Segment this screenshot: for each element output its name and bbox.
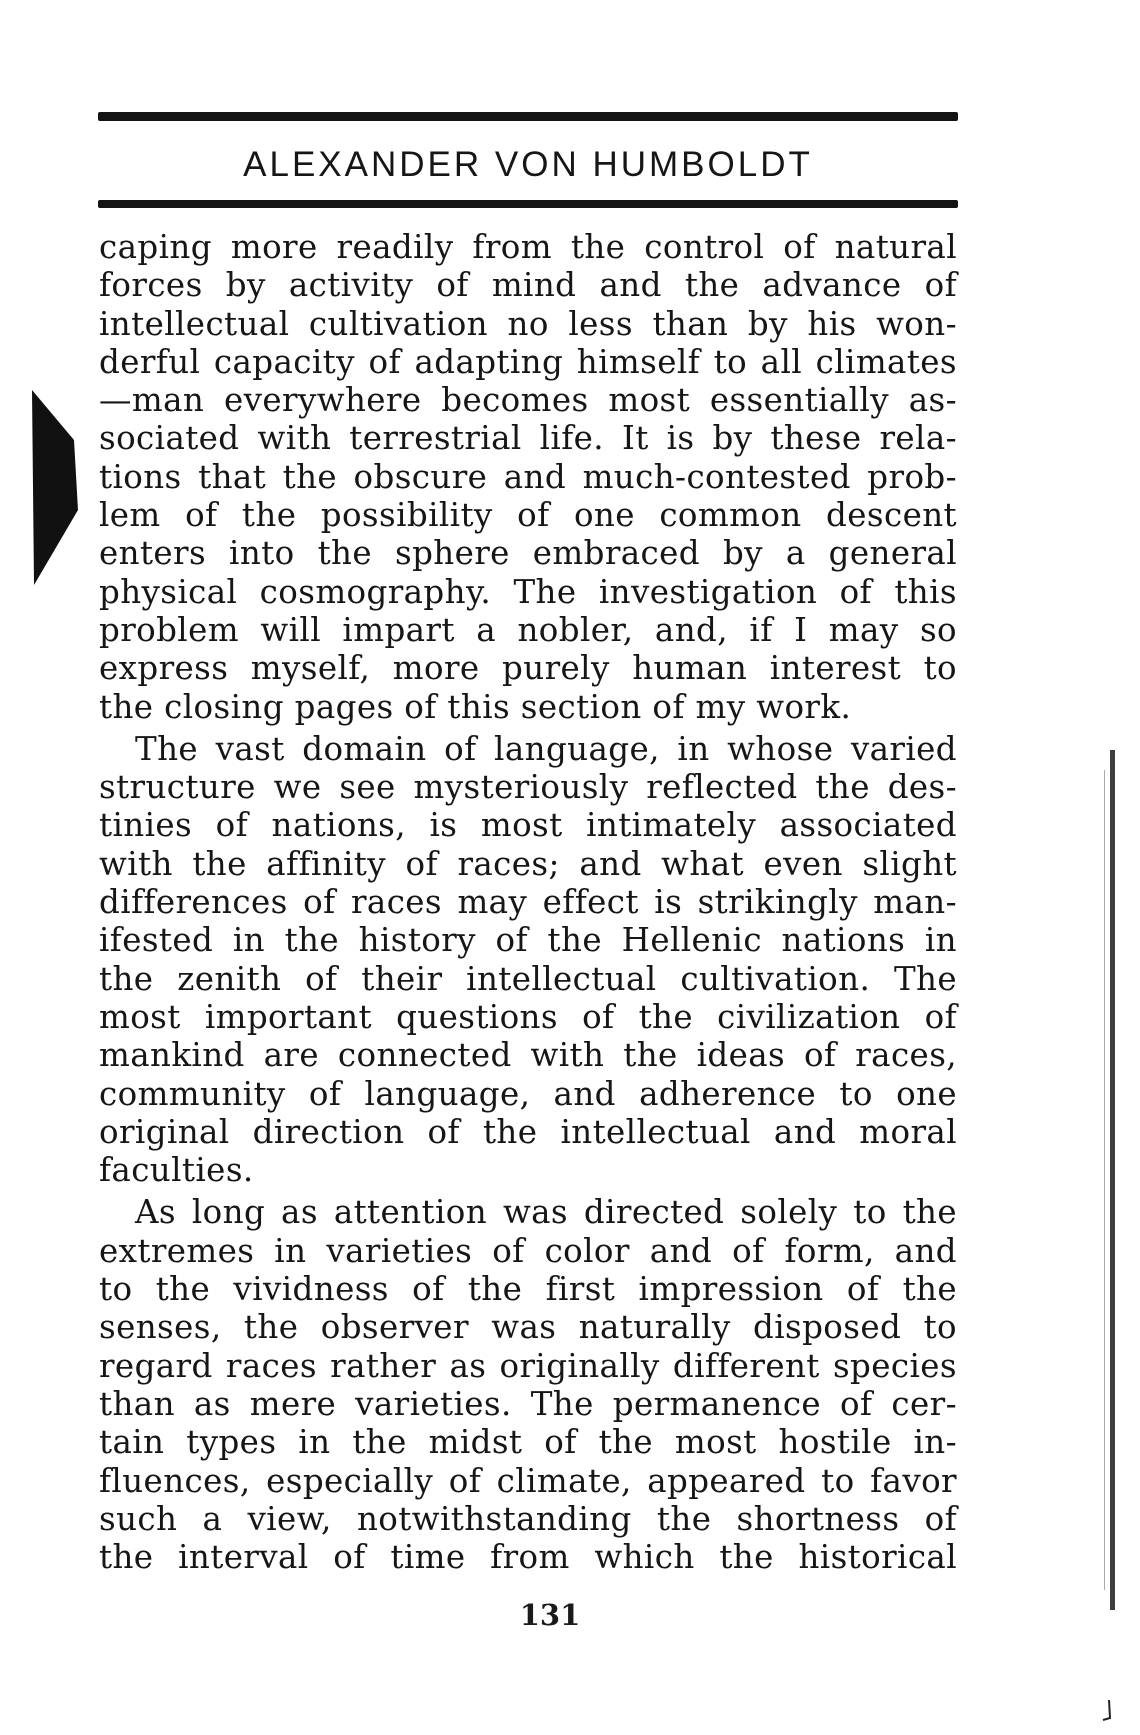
text-line: ifested in the history of the Hellenic nations in [99, 921, 957, 960]
text-line: enters into the sphere embraced by a general [99, 534, 957, 573]
header-top-rule [98, 112, 958, 121]
text-line: physical cosmography. The investigation of this [99, 572, 957, 611]
text-line: original direction of the intellectual and moral [99, 1112, 957, 1151]
text-line: caping more readily from the control of natural [99, 228, 957, 266]
page-number: 131 [519, 1598, 581, 1632]
text-line: fluences, especially of climate, appeared to favor [99, 1461, 957, 1500]
text-line: the interval of time from which the historical [99, 1538, 957, 1577]
text-line: The vast domain of language, in whose varied [135, 729, 957, 768]
text-line: intellectual cultivation no less than by his won- [99, 304, 957, 343]
text-line: most important questions of the civilization of [99, 997, 957, 1036]
text-line: tions that the obscure and much-contested prob- [99, 457, 957, 496]
text-line: extremes in varieties of color and of form, and [99, 1231, 957, 1270]
text-line: derful capacity of adapting himself to all climates [99, 342, 957, 381]
text-line: problem will impart a nobler, and, if I may so [99, 610, 957, 649]
page-edge-shadow-thin [1104, 770, 1105, 1590]
paragraph-1 [99, 228, 957, 726]
text-line: with the affinity of races; and what even slight [99, 844, 957, 883]
running-head: ALEXANDER VON HUMBOLDT [243, 145, 813, 184]
text-line: express myself, more purely human interest to [99, 649, 957, 688]
text-line: senses, the observer was naturally disposed to [99, 1308, 957, 1347]
page-edge-shadow [1110, 750, 1115, 1610]
text-line: differences of races may effect is strikingly man- [99, 883, 957, 922]
body-text [99, 228, 957, 1580]
header-bottom-rule [98, 200, 958, 208]
text-line: to the vividness of the first impression of the [99, 1270, 957, 1309]
scan-speck-mark [1100, 1700, 1114, 1722]
text-line: forces by activity of mind and the advance of [99, 266, 957, 305]
thumb-index-mark [30, 390, 80, 585]
text-line: —man everywhere becomes most essentially as- [99, 381, 957, 420]
text-line: tain types in the midst of the most hostile in- [99, 1423, 957, 1462]
text-line: tinies of nations, is most intimately associated [99, 806, 957, 845]
text-line: mankind are connected with the ideas of races, [99, 1036, 957, 1075]
text-line: structure we see mysteriously reflected the des- [99, 768, 957, 807]
text-line: lem of the possibility of one common descent [99, 496, 957, 535]
text-line: such a view, notwithstanding the shortness of [99, 1499, 957, 1538]
text-line: than as mere varieties. The permanence of cer- [99, 1384, 957, 1423]
text-line: faculties. [99, 1151, 254, 1190]
text-line: community of language, and adherence to one [99, 1074, 957, 1113]
paragraph-2 [99, 730, 957, 1190]
text-line: the closing pages of this section of my work. [99, 687, 852, 726]
paragraph-3 [99, 1193, 957, 1576]
text-line: the zenith of their intellectual cultivation. The [99, 959, 957, 998]
text-line: sociated with terrestrial life. It is by these rela- [99, 419, 957, 458]
text-line: As long as attention was directed solely to the [135, 1193, 957, 1232]
text-line: regard races rather as originally different species [99, 1346, 957, 1385]
